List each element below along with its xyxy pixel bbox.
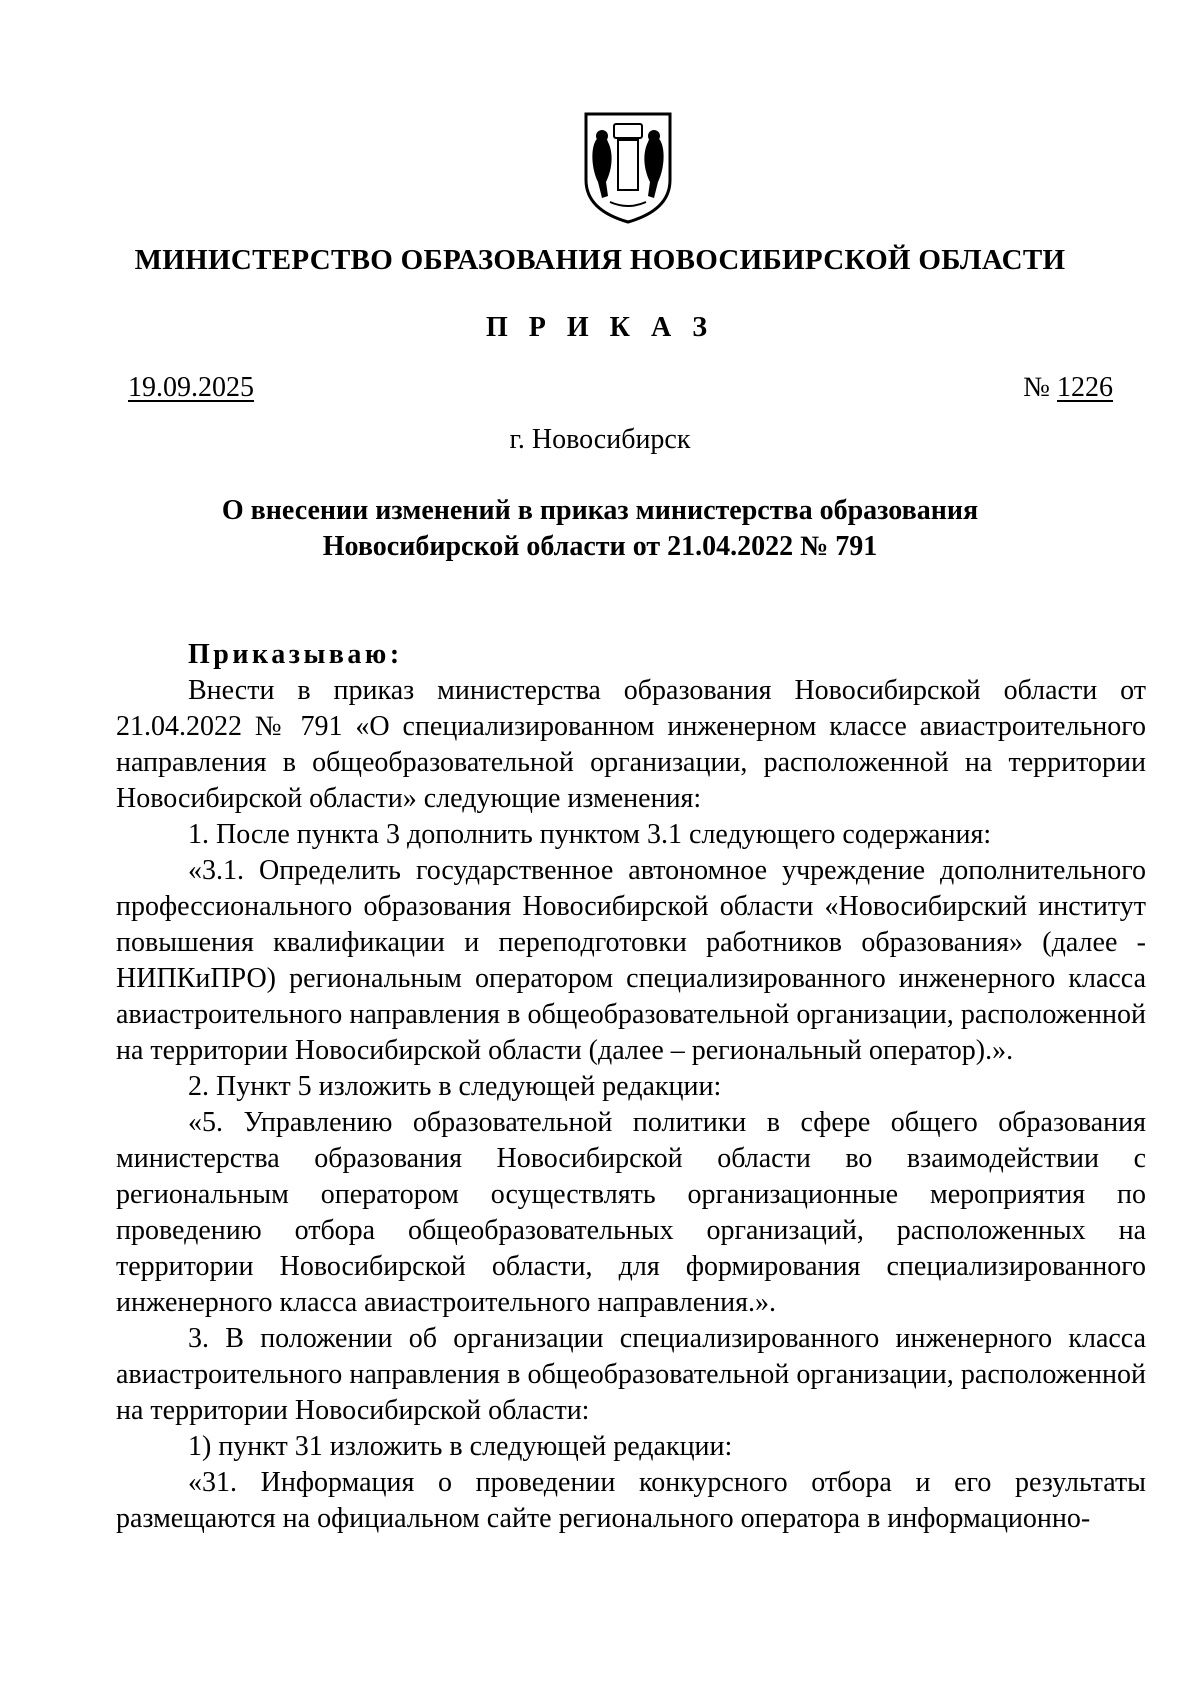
document-date: 19.09.2025 (128, 372, 254, 403)
paragraph: Внести в приказ министерства образования Новосибирской области от 21.04.2022 № 791 «О специализированном инженерном классе авиастроительного направления в общеобразовательной организации, расположенной на территории Новосибирской области» следующие изменения: (116, 675, 1146, 814)
number-prefix: № (1023, 372, 1057, 403)
document-type: П Р И К А З (486, 312, 714, 343)
paragraph: «31. Информация о проведении конкурсного отбора и его результаты размещаются на официальном сайте регионального оператора в информационно- (116, 1467, 1146, 1534)
paragraph: 1) пункт 31 изложить в следующей редакции: (188, 1431, 733, 1462)
subject-line-1: О внесении изменений в приказ министерства образования (221, 495, 979, 526)
number-value: 1226 (1057, 372, 1113, 403)
document-body (116, 637, 1146, 1537)
document-subject (140, 493, 1060, 565)
subject-line-2: Новосибирской области от 21.04.2022 № 791 (322, 531, 878, 562)
paragraph: 2. Пункт 5 изложить в следующей редакции: (188, 1071, 722, 1102)
city: г. Новосибирск (509, 424, 691, 455)
paragraph: 1. После пункта 3 дополнить пунктом 3.1 следующего содержания: (188, 819, 992, 850)
document-number (1023, 372, 1113, 404)
organization-name: МИНИСТЕРСТВО ОБРАЗОВАНИЯ НОВОСИБИРСКОЙ ОБЛАСТИ (134, 244, 1066, 276)
order-word: Приказываю: (188, 639, 403, 670)
paragraph: «5. Управлению образовательной политики в сфере общего образования министерства образования Новосибирской области во взаимодействии с региональным оператором осуществлять организационные мероприятия по проведению отбора общеобразовательных организаций, расположенных на территории Новосибирской области, для формирования специализированного инженерного класса авиастроительного направления.». (116, 1107, 1146, 1318)
paragraph: «3.1. Определить государственное автономное учреждение дополнительного профессионального образования Новосибирской области «Новосибирский институт повышения квалификации и переподготовки работников образования» (далее - НИПКиПРО) региональным оператором специализированного инженерного класса авиастроительного направления в общеобразовательной организации, расположенной на территории Новосибирской области (далее – региональный оператор).». (116, 855, 1146, 1066)
paragraph: 3. В положении об организации специализированного инженерного класса авиастроительного направления в общеобразовательной организации, расположенной на территории Новосибирской области: (116, 1323, 1146, 1426)
coat-of-arms-icon (578, 110, 678, 225)
